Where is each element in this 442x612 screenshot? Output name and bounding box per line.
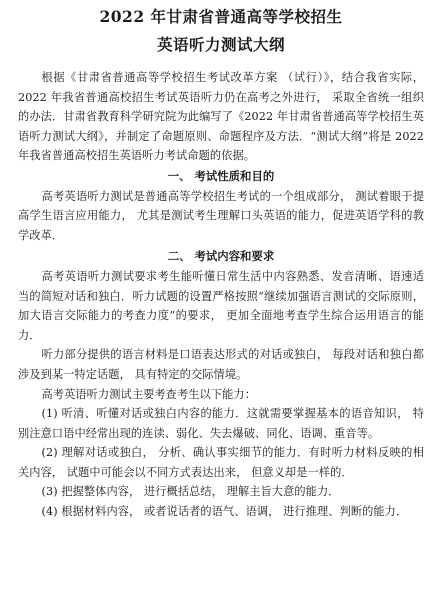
document-title-line2: 英语听力测试大纲 bbox=[156, 35, 285, 54]
intro-paragraph: 根据《甘肃省普通高等学校招生考试改革方案 （试行）》，结合我省实际，2022 年我省普通高校招生考试英语听力仍在高考之外进行， 采取全省统一组织的办法．甘肃省教育科学研究院为此编写了《2022 年甘肃省普通高等学校招生英语听力测试大纲》，并制定了命题原则、命题程序及方法．“测试大纲”将是 2022 年我省普通高校招生英语听力考试命题的依据。 bbox=[18, 71, 424, 163]
document-title-line1: 2022 年甘肃省普通高等学校招生 bbox=[99, 7, 343, 26]
section2-paragraph-1: 高考英语听力测试要求考生能听懂日常生活中内容熟悉、发音清晰、语速适当的简短对话和独白．听力试题的设置严格按照“继续加强语言测试的交际原则， 加大语言交际能力的考查力度”的要求， 更加全面地考查学生综合运用语言的能力． bbox=[18, 269, 424, 342]
section2-paragraph-2: 听力部分提供的语言材料是口语表达形式的对话或独白， 每段对话和独白都涉及到某一特定话题， 具有特定的交际情境。 bbox=[18, 348, 424, 381]
section2-paragraph-3: 高考英语听力测试主要考查考生以下能力： bbox=[41, 387, 256, 401]
ability-item-3: (3) 把握整体内容， 进行概括总结， 理解主旨大意的能力． bbox=[41, 485, 340, 499]
ability-item-1: (1) 听清、听懂对话或独白内容的能力．这就需要掌握基本的语音知识， 特别注意口语中经常出现的连读、弱化、失去爆破、同化、语调、重音等。 bbox=[18, 407, 424, 440]
ability-item-4: (4) 根据材料内容， 或者说话者的语气、语调， 进行推理、判断的能力． bbox=[41, 505, 408, 519]
ability-item-2: (2) 理解对话或独白， 分析、确认事实细节的能力．有时听力材料反映的相关内容， 试题中可能会以不同方式表达出来， 但意义却是一样的． bbox=[18, 446, 424, 479]
section1-heading: 一、 考试性质和目的 bbox=[167, 168, 275, 183]
section2-heading: 二、 考试内容和要求 bbox=[167, 249, 275, 264]
section1-paragraph: 高考英语听力测试是普通高等学校招生考试的一个组成部分， 测试着眼于提高学生语言应用能力， 尤其是测试考生理解口头英语的能力，促进英语学科的教学改革． bbox=[18, 189, 424, 242]
